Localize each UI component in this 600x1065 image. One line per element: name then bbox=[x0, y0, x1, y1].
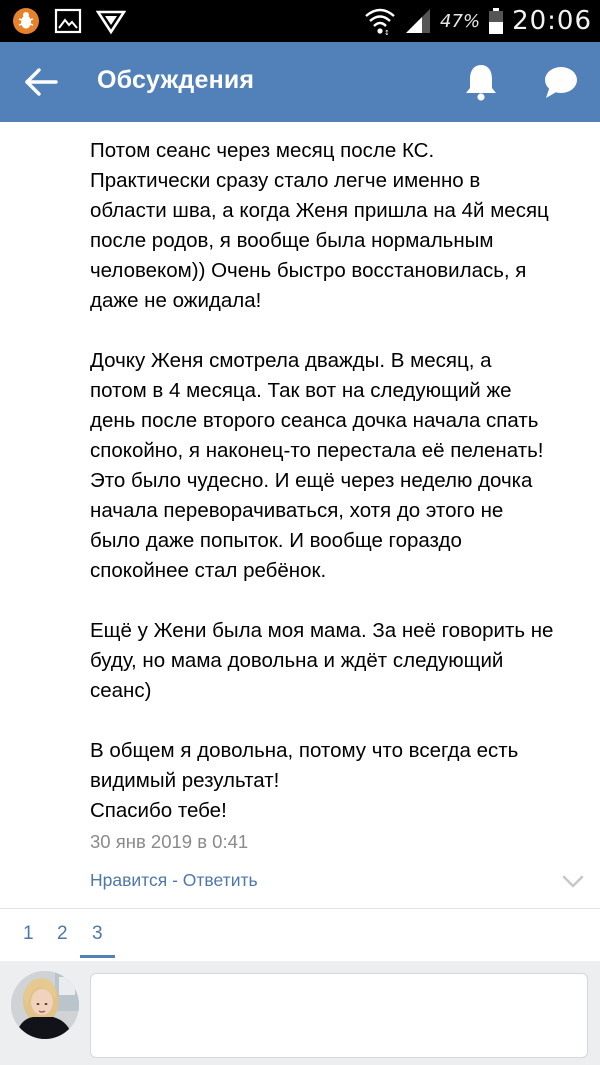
status-bar bbox=[0, 0, 600, 42]
page-link-2[interactable]: 2 bbox=[57, 923, 68, 944]
vpn-notification-icon bbox=[96, 7, 126, 35]
messages-button[interactable] bbox=[540, 64, 580, 100]
user-photo bbox=[11, 971, 79, 1039]
wifi-icon bbox=[364, 6, 396, 36]
like-link[interactable]: Нравится bbox=[90, 870, 168, 890]
comment-menu-button[interactable] bbox=[561, 874, 585, 890]
comment-date: 30 янв 2019 в 0:41 bbox=[90, 831, 249, 852]
page-link-3-active[interactable]: 3 bbox=[92, 923, 103, 944]
back-button[interactable] bbox=[22, 64, 62, 100]
svg-text:↕: ↕ bbox=[384, 29, 390, 36]
actions-separator: - bbox=[167, 870, 183, 890]
notification-icons bbox=[12, 7, 126, 35]
gallery-notification-icon bbox=[54, 7, 82, 35]
battery-percent: 47% bbox=[440, 10, 481, 32]
signal-icon bbox=[404, 7, 432, 35]
comment-paragraph: Потом сеанс через месяц после КС. Практически сразу стало легче именно в области шва, а когда Женя пришла на 4й месяц после родов, я вообще была нормальным человеком)) Очень быстро восстановилась, я даже не ожидала! bbox=[90, 139, 549, 312]
back-arrow-icon bbox=[22, 64, 62, 100]
reply-input[interactable] bbox=[90, 973, 588, 1058]
comment-body bbox=[90, 136, 590, 826]
reply-link[interactable]: Ответить bbox=[182, 870, 258, 890]
system-status bbox=[364, 0, 592, 42]
battery-icon bbox=[488, 7, 504, 35]
page-link-1[interactable]: 1 bbox=[23, 923, 34, 944]
active-page-indicator bbox=[80, 955, 115, 958]
comment-paragraph: Дочку Женя смотрела дважды. В месяц, а потом в 4 месяца. Так вот на следующий же день после второго сеанса дочка начала спать спокойно, я наконец-то перестала её пеленать! Это было чудесно. И ещё через неделю дочка начала переворачиваться, хотя до этого не было даже попыток. И вообще гораздо спокойнее стал ребёнок. bbox=[90, 349, 544, 582]
comment-actions bbox=[90, 870, 258, 891]
notifications-button[interactable] bbox=[462, 62, 500, 102]
clock: 20:06 bbox=[512, 6, 592, 36]
comment-paragraph: В общем я довольна, потому что всегда есть видимый результат! Спасибо тебе! bbox=[90, 739, 519, 822]
chat-bubble-icon bbox=[540, 64, 580, 100]
pagination bbox=[0, 909, 600, 961]
reply-composer bbox=[0, 961, 600, 1065]
bell-icon bbox=[462, 62, 500, 102]
avatar[interactable] bbox=[11, 971, 79, 1039]
bug-notification-icon bbox=[12, 7, 40, 35]
app-header bbox=[0, 42, 600, 122]
comment-paragraph: Ещё у Жени была моя мама. За неё говорить не буду, но мама довольна и ждёт следующий сеанс) bbox=[90, 619, 554, 702]
chevron-down-icon bbox=[561, 874, 585, 890]
page-title: Обсуждения bbox=[97, 66, 255, 94]
